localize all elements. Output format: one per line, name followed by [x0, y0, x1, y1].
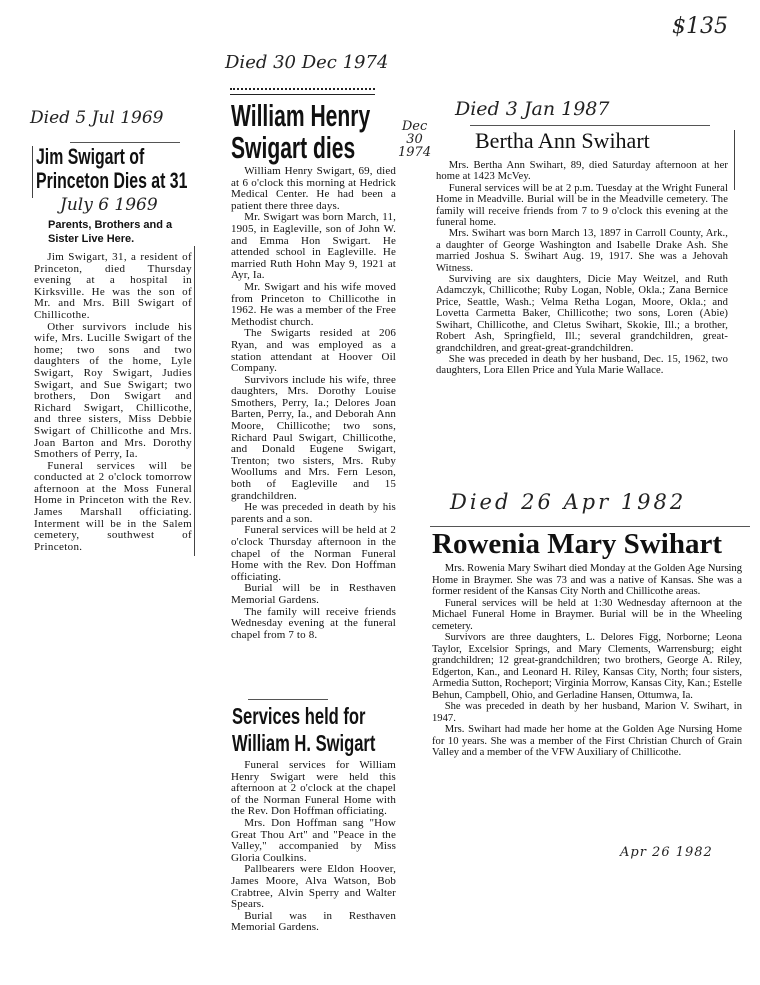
divider — [430, 526, 750, 527]
article-body — [34, 252, 192, 553]
paragraph: Burial was in Resthaven Memorial Gardens. — [231, 909, 396, 934]
paragraph: Mrs. Bertha Ann Swihart, 89, died Saturday afternoon at her home at 1423 McVey. — [436, 160, 728, 183]
headline-line: Princeton Dies at 31 — [36, 168, 188, 194]
article-body — [231, 166, 396, 641]
paragraph: The Swigarts resided at 206 Ryan, and was employed as a station attendant at Hoover Oil Company. — [231, 327, 396, 375]
wavy-divider — [230, 88, 375, 95]
note-line: Dec — [401, 119, 428, 134]
paragraph: She was preceded in death by her husband, Dec. 15, 1962, two daughters, Lora Ellen Price and Yula Marie Wallace. — [436, 353, 728, 377]
followup-headline — [232, 703, 375, 757]
paragraph: Funeral services will be held at 1:30 Wednesday afternoon at the Michael Funeral Home in Braymer. Burial will be in the Wheeling cemetery. — [432, 597, 742, 632]
headline-line: William H. Swigart — [232, 730, 376, 756]
paragraph: Mrs. Don Hoffman sang "How Great Thou Art" and "Peace in the Valley," accompanied by Miss Gloria Coulkins. — [231, 816, 396, 864]
paragraph: Survivors are three daughters, L. Delores Figg, Norborne; Leona Taylor, Excelsior Springs, and Mary Clements, Warrensburg; eight grandchildren; 12 great-grandchildren; two brothers, George A. Riley, Edgerton, Kan., and Leonard H. Riley, Kansas City, North; four sisters, Armedia Sutton, Rocheport; Virginia Morrow, Kansas City, Kan.; Estelle Behun, Campbell, Ohio, and Gerladine Hansen, Ottumwa, Ia. — [432, 632, 742, 701]
paragraph: Survivors include his wife, three daughters, Mrs. Dorothy Louise Smothers, Perry, Ia.; Delores Joan Barten, Perry, Ia., and Deborah Ann Moore, Chillicothe; two sons, Richard Paul Swigart, Chillicothe, and Donald Eugene Swigart, Trenton; two sisters, Mrs. Ruby Woollums and Mrs. Fern Leson, both of Eagleville and 15 grandchildren. — [231, 373, 396, 502]
paragraph: Burial will be in Resthaven Memorial Gardens. — [231, 582, 396, 606]
followup-body — [231, 760, 396, 934]
paragraph: Funeral services will be conducted at 2 o'clock tomorrow afternoon at the Moss Funeral Home in Princeton with the Rev. James Marshall officiating. Interment will be in the Salem cemetery, southwest of Princeton. — [34, 459, 192, 553]
column-rule — [734, 130, 735, 190]
paragraph: Mr. Swigart was born March, 11, 1905, in Eagleville, son of John W. and Emma Hon Swigart. He attended school in Eagleville. He married Ruth Hohn May 9, 1921 at Ayr, Ia. — [231, 211, 396, 282]
paragraph: Surviving are six daughters, Dicie May Weitzel, and Ruth Adamczyk, Chillicothe; Ruby Logan, Noble, Okla.; Zana Bernice Price, Seattle, Wash.; Velma Retha Logan, Moore, Okla.; and Lovetta Carmetta Baker, Chillicothe; two sons, Loren (Abie) Swihart, Chillicothe, and Cletus Swihart, Skokie, Ill.; a brother, Robert Ash, Springfield, Ill.; several grandchildren, great-grandchildren, and great-great-grandchildren. — [436, 274, 728, 354]
headline — [231, 100, 370, 164]
headline: Rowenia Mary Swihart — [432, 528, 722, 560]
note-line: 30 — [406, 132, 423, 147]
column-rule — [194, 246, 195, 556]
headline-line: Swigart dies — [231, 130, 356, 165]
handwritten-death-date: Died 30 Dec 1974 — [225, 52, 389, 73]
headline-line: Services held for — [232, 703, 366, 729]
headline-line: Jim Swigart of — [36, 144, 145, 169]
headline — [36, 145, 187, 193]
headline-line: William Henry — [231, 98, 371, 133]
paragraph: He was preceded in death by his parents and a son. — [231, 501, 396, 525]
column-rule — [32, 146, 33, 198]
divider — [248, 699, 328, 700]
paragraph: Mrs. Swihart was born March 13, 1897 in Carroll County, Ark., a daughter of George Washington and Isabelle Drake Ash. She married Joshua S. Swihart Aug. 19, 1917. She was a Jehovah Witness. — [436, 228, 728, 274]
handwritten-death-date: Died 3 Jan 1987 — [455, 98, 610, 120]
divider — [70, 142, 180, 143]
paragraph: She was preceded in death by her husband, Marion V. Swihart, in 1947. — [432, 701, 742, 724]
divider — [470, 125, 710, 126]
handwritten-note — [398, 120, 431, 159]
paragraph: Mr. Swigart and his wife moved from Princeton to Chillicothe in 1962. He was a member of the Free Methodist church. — [231, 280, 396, 328]
paragraph: Funeral services will be at 2 p.m. Tuesday at the Wright Funeral Home in Meadville. Burial will be in the Meadville cemetery. The family will receive friends from 7 to 9 o'clock this evening at the funeral home. — [436, 182, 728, 229]
handwritten-note: Apr 26 1982 — [620, 845, 713, 860]
paragraph: The family will receive friends Wednesday evening at the funeral chapel from 7 to 8. — [231, 605, 396, 641]
paragraph: Jim Swigart, 31, a resident of Princeton, died Thursday evening at a hospital in Kirksville. He was the son of Mr. and Mrs. Bill Swigart of Chillicothe. — [34, 251, 192, 321]
handwritten-note: July 6 1969 — [60, 195, 158, 215]
paragraph: Mrs. Rowenia Mary Swihart died Monday at the Golden Age Nursing Home in Braymer. She was 73 and was a native of Kansas. She was a former resident of the Kansas City North and Chillicothe areas. — [432, 563, 742, 597]
handwritten-death-date: Died 26 Apr 1982 — [450, 490, 687, 514]
paragraph: Mrs. Swihart had made her home at the Golden Age Nursing Home for 10 years. She was a member of the First Christian Church of Grain Valley and a member of the VFW Auxiliary of Chillicothe. — [432, 724, 742, 758]
paragraph: William Henry Swigart, 69, died at 6 o'clock this morning at Hedrick Medical Center. He had been a patient there three days. — [231, 165, 396, 212]
note-line: 1974 — [398, 145, 432, 160]
headline: Bertha Ann Swihart — [475, 128, 650, 153]
paragraph: Pallbearers were Eldon Hoover, James Moore, Alva Watson, Bob Crabtree, Alvin Sperry and Walter Spears. — [231, 863, 396, 911]
article-body — [432, 563, 742, 759]
paragraph: Other survivors include his wife, Mrs. Lucille Swigart of the home; two sons and two daughters of the home, Lyle Swigart, Roy Swigart, Judies Swigart, and Sue Swigart; two brothers, Don Swigart and Richard Swigart, Chillicothe, and three sisters, Miss Debbie Swigart of Chillicothe and Mrs. Joan Barton and Mrs. Dorothy Smothers of Perry, Ia. — [34, 320, 192, 461]
paragraph: Funeral services for William Henry Swigart were held this afternoon at 2 o'clock at the chapel of the Norman Funeral Home with the Rev. Don Hoffman officiating. — [231, 759, 396, 818]
handwritten-death-date: Died 5 Jul 1969 — [30, 108, 164, 128]
article-body — [436, 160, 728, 377]
subhead: Parents, Brothers and a Sister Live Here. — [48, 219, 173, 245]
paragraph: Funeral services will be held at 2 o'clock Thursday afternoon in the chapel of the Norman Funeral Home with the Rev. Don Hoffman officiating. — [231, 524, 396, 583]
handwritten-page-note: $135 — [672, 14, 728, 39]
